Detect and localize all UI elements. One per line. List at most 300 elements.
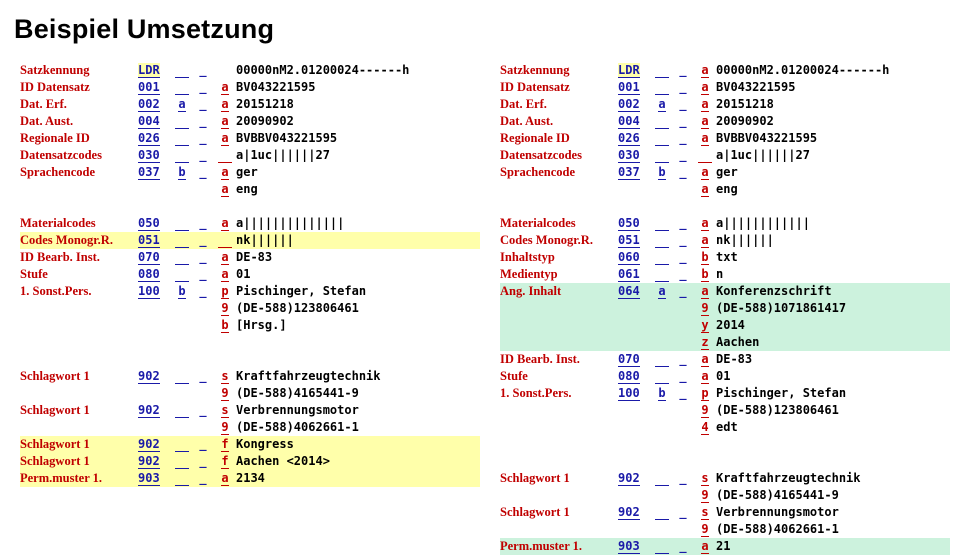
indicator-2-text: _ (199, 80, 207, 94)
indicator-2 (672, 470, 694, 487)
record-row (20, 317, 480, 334)
field-tag-text: 001 (138, 80, 160, 94)
subfield-code (214, 79, 236, 96)
field-tag-text: 902 (138, 437, 160, 451)
indicator-2-text: _ (679, 471, 687, 485)
record-row (500, 317, 950, 334)
indicator-1 (652, 62, 672, 79)
field-tag-text: 037 (618, 165, 640, 179)
record-row (20, 283, 480, 300)
field-value: txt (716, 250, 738, 264)
field-tag-text: 004 (138, 114, 160, 128)
indicator-1-text (175, 454, 189, 469)
indicator-1-text (175, 471, 189, 486)
field-label: Materialcodes (20, 216, 96, 230)
field-label: Sprachencode (500, 165, 575, 179)
field-value: 20151218 (236, 97, 294, 111)
field-value: (DE-588)1071861417 (716, 301, 847, 315)
indicator-2 (192, 249, 214, 266)
indicator-2-text: _ (679, 233, 687, 247)
field-tag-text: 070 (138, 250, 160, 264)
field-value: DE-83 (716, 352, 753, 366)
field-tag (618, 215, 652, 232)
indicator-1 (652, 113, 672, 130)
indicator-1-text (655, 216, 669, 231)
indicator-2 (672, 385, 694, 402)
indicator-1 (172, 453, 192, 470)
indicator-2 (672, 147, 694, 164)
subfield-code-text: 9 (701, 403, 709, 417)
subfield-code-text: a (221, 80, 229, 94)
indicator-1 (652, 470, 672, 487)
record-row (500, 521, 950, 538)
record-row (500, 62, 950, 79)
subfield-code (214, 402, 236, 419)
field-value: (DE-588)4165441-9 (236, 386, 359, 400)
indicator-2 (192, 368, 214, 385)
field-tag-text: 902 (138, 454, 160, 468)
subfield-code (694, 164, 716, 181)
indicator-1 (652, 504, 672, 521)
record-row (500, 470, 950, 487)
indicator-1-text (175, 216, 189, 231)
indicator-2 (192, 130, 214, 147)
subfield-code (694, 368, 716, 385)
subfield-code-text: a (221, 216, 229, 230)
field-tag-text: 080 (618, 369, 640, 383)
field-value: nk|||||| (236, 233, 294, 247)
indicator-2 (672, 113, 694, 130)
field-tag-text: 903 (138, 471, 160, 485)
field-tag (138, 147, 172, 164)
field-tag (138, 79, 172, 96)
field-label: Schlagwort 1 (20, 403, 90, 417)
indicator-2-text: _ (199, 97, 207, 111)
field-label: Sprachencode (20, 165, 95, 179)
field-label: Satzkennung (500, 63, 570, 77)
field-tag (618, 164, 652, 181)
indicator-2 (192, 453, 214, 470)
record-row (500, 385, 950, 402)
subfield-code-text: 9 (701, 488, 709, 502)
field-label: 1. Sonst.Pers. (500, 386, 572, 400)
indicator-2 (192, 147, 214, 164)
record-row (20, 62, 480, 79)
indicator-2-text: _ (199, 63, 207, 77)
subfield-code (694, 215, 716, 232)
indicator-1 (652, 147, 672, 164)
field-value: eng (236, 182, 258, 196)
subfield-code (694, 113, 716, 130)
subfield-code (214, 215, 236, 232)
subfield-code-text: b (701, 267, 709, 281)
field-value: a|1uc||||||27 (236, 148, 330, 162)
indicator-2-text: _ (679, 267, 687, 281)
field-tag (618, 113, 652, 130)
indicator-1 (652, 385, 672, 402)
subfield-code-text: s (221, 403, 229, 417)
field-value: 20090902 (716, 114, 774, 128)
indicator-2-text: _ (199, 369, 207, 383)
record-spacer (20, 334, 480, 351)
field-value: BV043221595 (236, 80, 316, 94)
field-label: Perm.muster 1. (20, 471, 103, 485)
subfield-code-text: a (701, 63, 709, 77)
indicator-2 (192, 436, 214, 453)
subfield-code (694, 300, 716, 317)
subfield-code (694, 181, 716, 198)
indicator-1 (652, 283, 672, 300)
subfield-code (694, 62, 716, 79)
indicator-1-text (175, 148, 189, 163)
record-row (20, 453, 480, 470)
indicator-1 (172, 79, 192, 96)
indicator-2-text: _ (679, 369, 687, 383)
field-tag-text: 051 (618, 233, 640, 247)
record-row (500, 232, 950, 249)
field-value: Aachen (716, 335, 760, 349)
field-tag (138, 96, 172, 113)
indicator-2-text: _ (679, 97, 687, 111)
field-tag-text: 070 (618, 352, 640, 366)
indicator-1-text (655, 369, 669, 384)
field-tag (138, 402, 172, 419)
field-value: 01 (236, 267, 251, 281)
subfield-code-text: b (221, 318, 229, 332)
record-row (20, 368, 480, 385)
indicator-2-text: _ (679, 216, 687, 230)
indicator-2 (672, 232, 694, 249)
field-tag (618, 147, 652, 164)
indicator-1 (172, 232, 192, 249)
record-row (500, 504, 950, 521)
record-row (20, 249, 480, 266)
field-tag (618, 470, 652, 487)
indicator-1 (172, 62, 192, 79)
indicator-1-text (655, 114, 669, 129)
indicator-2-text: _ (199, 437, 207, 451)
indicator-2 (192, 164, 214, 181)
indicator-2 (672, 215, 694, 232)
field-tag (618, 283, 652, 300)
field-label: Stufe (20, 267, 48, 281)
field-tag (138, 283, 172, 300)
indicator-1 (172, 436, 192, 453)
field-tag-text: 030 (618, 148, 640, 162)
subfield-code-text: a (221, 165, 229, 179)
indicator-2-text: _ (679, 148, 687, 162)
indicator-2 (672, 96, 694, 113)
field-tag-text: 902 (138, 369, 160, 383)
field-tag (618, 62, 652, 79)
indicator-1 (172, 215, 192, 232)
record-row (20, 96, 480, 113)
indicator-2 (672, 351, 694, 368)
field-tag-text: 902 (618, 505, 640, 519)
indicator-2-text: _ (679, 114, 687, 128)
indicator-1-text (175, 114, 189, 129)
subfield-code (694, 521, 716, 538)
page-title: Beispiel Umsetzung (14, 14, 275, 44)
field-value: a|||||||||||||| (236, 216, 345, 230)
subfield-code-text (218, 148, 232, 163)
indicator-2-text: _ (199, 403, 207, 417)
field-value: 2014 (716, 318, 745, 332)
record-row (20, 436, 480, 453)
field-label: Regionale ID (20, 131, 90, 145)
indicator-1-text (655, 352, 669, 367)
indicator-2-text: _ (679, 131, 687, 145)
indicator-2 (192, 283, 214, 300)
subfield-code (694, 266, 716, 283)
field-value: a|1uc||||||27 (716, 148, 810, 162)
record-row (500, 113, 950, 130)
marc-record-left (20, 62, 480, 487)
field-tag (138, 470, 172, 487)
record-row (500, 96, 950, 113)
indicator-2 (672, 130, 694, 147)
indicator-2 (672, 504, 694, 521)
field-value: n (716, 267, 724, 281)
field-value: (DE-588)4062661-1 (716, 522, 839, 536)
subfield-code-text: b (701, 250, 709, 264)
subfield-code-text: a (701, 233, 709, 247)
leader-tag: LDR (138, 63, 160, 77)
record-row (500, 266, 950, 283)
field-tag-text: 903 (618, 539, 640, 553)
subfield-code (694, 402, 716, 419)
indicator-2-text: _ (679, 284, 687, 298)
indicator-1-text (655, 233, 669, 248)
field-label: ID Bearb. Inst. (20, 250, 100, 264)
record-row (500, 402, 950, 419)
indicator-2-text: _ (199, 454, 207, 468)
field-label: ID Bearb. Inst. (500, 352, 580, 366)
field-tag (138, 453, 172, 470)
indicator-2-text: _ (199, 114, 207, 128)
field-tag (618, 96, 652, 113)
record-row (500, 351, 950, 368)
subfield-code-text: a (221, 97, 229, 111)
indicator-1 (172, 96, 192, 113)
record-row (500, 334, 950, 351)
subfield-code (214, 419, 236, 436)
subfield-code-text: s (701, 505, 709, 519)
field-tag-text: 061 (618, 267, 640, 281)
subfield-code-text (698, 148, 712, 163)
indicator-1 (172, 164, 192, 181)
subfield-code-text: 9 (701, 522, 709, 536)
record-row (20, 79, 480, 96)
record-row (500, 300, 950, 317)
record-row (500, 419, 950, 436)
indicator-1-text (175, 369, 189, 384)
record-row (500, 283, 950, 300)
subfield-code (214, 470, 236, 487)
subfield-code (214, 147, 236, 164)
field-value: (DE-588)4062661-1 (236, 420, 359, 434)
field-value: BVBBV043221595 (236, 131, 338, 145)
field-label: Ang. Inhalt (500, 284, 562, 298)
field-tag-text: 030 (138, 148, 160, 162)
field-label: Materialcodes (500, 216, 576, 230)
indicator-2 (192, 96, 214, 113)
indicator-1 (652, 130, 672, 147)
field-tag-text: 060 (618, 250, 640, 264)
field-label: ID Datensatz (20, 80, 90, 94)
subfield-code-text: a (221, 267, 229, 281)
subfield-code-text: a (221, 131, 229, 145)
subfield-code (694, 385, 716, 402)
field-label: Codes Monogr.R. (500, 233, 593, 247)
indicator-2-text: _ (679, 63, 687, 77)
field-label: Dat. Erf. (500, 97, 547, 111)
record-spacer (500, 436, 950, 453)
indicator-1-text (655, 80, 669, 95)
indicator-2-text: _ (679, 80, 687, 94)
record-spacer (500, 453, 950, 470)
record-row (500, 215, 950, 232)
field-tag (618, 368, 652, 385)
indicator-1 (172, 368, 192, 385)
subfield-code (694, 249, 716, 266)
field-tag-text: 004 (618, 114, 640, 128)
subfield-code-text: a (701, 284, 709, 298)
subfield-code-text: y (701, 318, 709, 332)
field-label: Regionale ID (500, 131, 570, 145)
record-row (20, 181, 480, 198)
indicator-2-text: _ (199, 148, 207, 162)
record-row (500, 164, 950, 181)
field-value: eng (716, 182, 738, 196)
indicator-2 (672, 79, 694, 96)
field-value: BV043221595 (716, 80, 796, 94)
indicator-1-text: b (178, 165, 186, 179)
subfield-code (694, 317, 716, 334)
indicator-2 (192, 402, 214, 419)
indicator-1 (172, 130, 192, 147)
subfield-code-text: a (701, 165, 709, 179)
subfield-code-text: a (701, 80, 709, 94)
subfield-code-text: a (221, 114, 229, 128)
field-tag (618, 249, 652, 266)
subfield-code (214, 385, 236, 402)
subfield-code (694, 419, 716, 436)
field-label: Satzkennung (20, 63, 90, 77)
record-spacer (500, 198, 950, 215)
record-row (20, 130, 480, 147)
field-tag (618, 130, 652, 147)
indicator-1-text (175, 233, 189, 248)
field-tag (618, 266, 652, 283)
subfield-code-text (218, 233, 232, 248)
record-row (500, 130, 950, 147)
subfield-code (694, 504, 716, 521)
subfield-code-text: 9 (221, 420, 229, 434)
indicator-1-text (655, 539, 669, 554)
subfield-code (214, 249, 236, 266)
field-value: Konferenzschrift (716, 284, 832, 298)
subfield-code (214, 96, 236, 113)
subfield-code-text: a (701, 369, 709, 383)
indicator-1 (172, 147, 192, 164)
subfield-code-text: 9 (701, 301, 709, 315)
field-tag-text: 080 (138, 267, 160, 281)
indicator-2-text: _ (679, 505, 687, 519)
field-value: 2134 (236, 471, 265, 485)
subfield-code (214, 368, 236, 385)
subfield-code (694, 538, 716, 555)
record-row (20, 266, 480, 283)
indicator-1-text: a (178, 97, 186, 111)
subfield-code (694, 96, 716, 113)
field-value: Kraftfahrzeugtechnik (236, 369, 381, 383)
indicator-1-text (175, 267, 189, 282)
indicator-1 (172, 249, 192, 266)
field-value: Aachen <2014> (236, 454, 330, 468)
indicator-1 (652, 79, 672, 96)
field-tag-text: 037 (138, 165, 160, 179)
indicator-2-text: _ (199, 471, 207, 485)
subfield-code-text: a (701, 352, 709, 366)
indicator-2-text: _ (679, 165, 687, 179)
field-value: 01 (716, 369, 731, 383)
field-tag (138, 164, 172, 181)
leader-tag: LDR (618, 63, 640, 77)
indicator-1-text (175, 250, 189, 265)
field-label: Stufe (500, 369, 528, 383)
subfield-code-text: a (701, 216, 709, 230)
record-row (20, 164, 480, 181)
field-label: Datensatzcodes (500, 148, 582, 162)
field-value: 21 (716, 539, 731, 553)
indicator-1 (172, 266, 192, 283)
field-label: Schlagwort 1 (20, 437, 90, 451)
record-row (20, 113, 480, 130)
field-label: Inhaltstyp (500, 250, 555, 264)
field-tag-text: 001 (618, 80, 640, 94)
subfield-code-text: a (701, 182, 709, 196)
subfield-code-text: a (221, 182, 229, 196)
indicator-2-text: _ (679, 539, 687, 553)
field-label: Codes Monogr.R. (20, 233, 113, 247)
field-tag-text: 026 (618, 131, 640, 145)
field-tag (618, 385, 652, 402)
field-tag (138, 113, 172, 130)
field-label: Schlagwort 1 (500, 505, 570, 519)
indicator-2-text: _ (679, 386, 687, 400)
subfield-code (214, 453, 236, 470)
subfield-code (694, 283, 716, 300)
field-value: 20090902 (236, 114, 294, 128)
field-tag (618, 538, 652, 555)
record-row (500, 79, 950, 96)
record-row (500, 181, 950, 198)
field-value: Kongress (236, 437, 294, 451)
subfield-code (214, 113, 236, 130)
record-row (500, 147, 950, 164)
field-value: edt (716, 420, 738, 434)
field-tag (138, 232, 172, 249)
field-tag-text: 100 (618, 386, 640, 400)
subfield-code (694, 130, 716, 147)
record-row (20, 402, 480, 419)
indicator-1-text (655, 505, 669, 520)
field-label: Dat. Aust. (500, 114, 554, 128)
indicator-1 (172, 470, 192, 487)
record-row (20, 300, 480, 317)
field-value: ger (236, 165, 258, 179)
